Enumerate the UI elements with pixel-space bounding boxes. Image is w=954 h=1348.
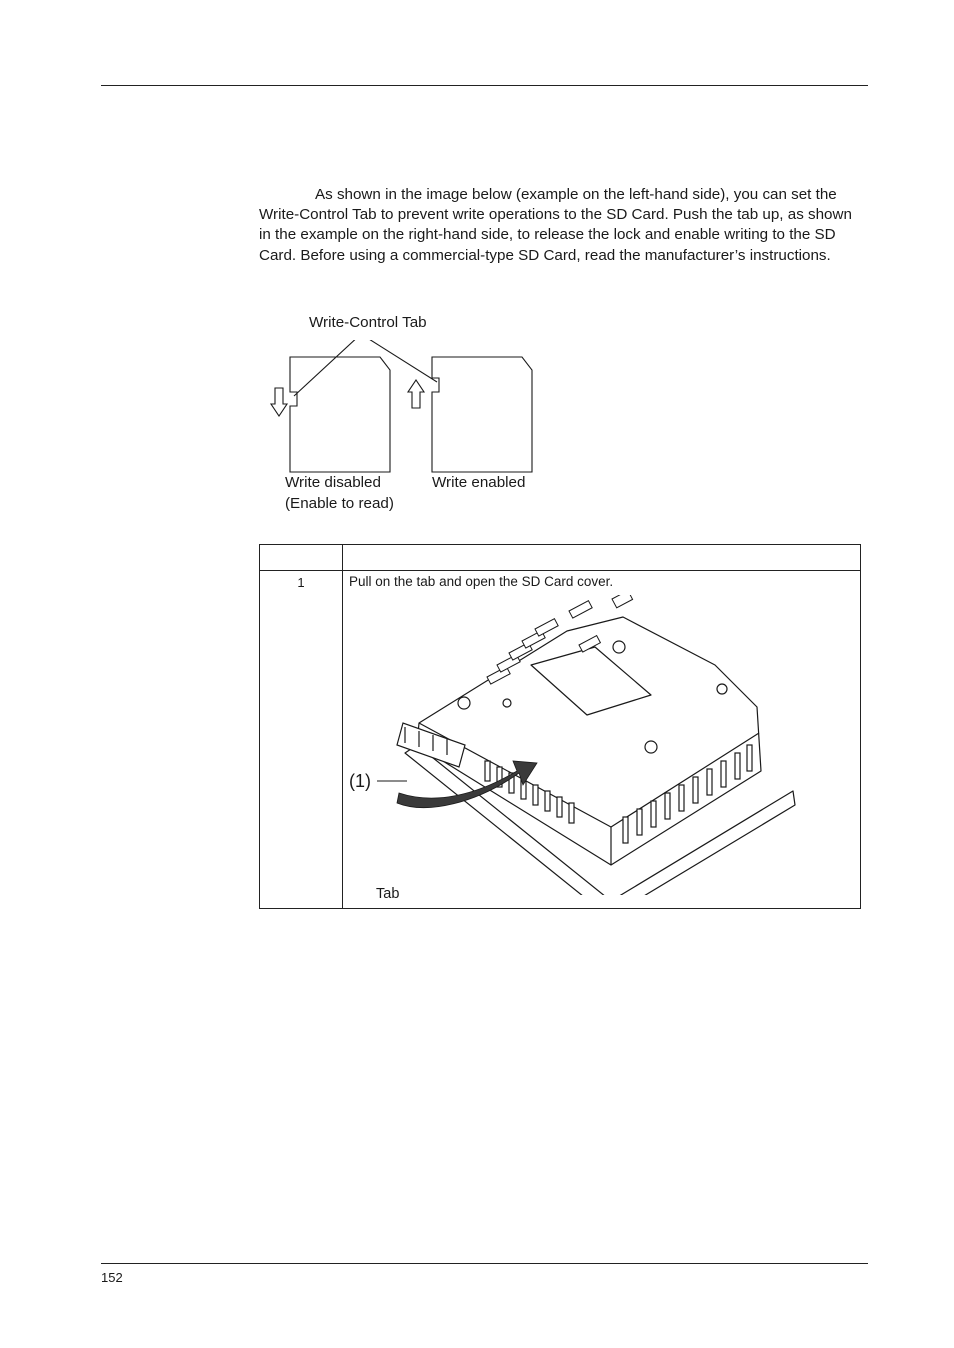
hole-4 <box>717 684 727 694</box>
leader-line-right <box>361 340 437 382</box>
sd-card-figure <box>260 340 560 490</box>
intro-paragraph <box>259 185 867 266</box>
step-action-cell <box>343 571 861 909</box>
table-row <box>260 571 861 909</box>
callout-marker: (1) <box>349 771 371 791</box>
arrow-down-icon <box>271 388 287 416</box>
intro-text: As shown in the image below (example on the left-hand side), you can set the Write-Control Tab to prevent write operations to the SD Card. Push the tab up, as shown in the example on the right-hand side, to release the lock and enable writing to the SD Card. Before using a commercial-type SD Card, read the manufacturer’s instructions. <box>259 186 852 264</box>
enable-to-read-label: (Enable to read) <box>285 495 394 512</box>
callout-tab-label: Tab <box>376 886 400 902</box>
leader-line-left <box>294 340 361 396</box>
device-illustration <box>347 595 797 895</box>
hole-3 <box>645 741 657 753</box>
header-step <box>260 545 343 571</box>
steps-table <box>259 544 861 909</box>
header-action <box>343 545 861 571</box>
table-header-row <box>260 545 861 571</box>
write-disabled-label: Write disabled <box>285 474 381 491</box>
write-enabled-label: Write enabled <box>432 474 526 491</box>
hole-1 <box>458 697 470 709</box>
step-number: 1 <box>260 571 343 909</box>
footer-rule <box>101 1263 868 1264</box>
header-rule <box>101 85 868 86</box>
write-control-tab-label: Write-Control Tab <box>309 314 427 331</box>
sd-card-left <box>290 357 390 472</box>
step-action-text: Pull on the tab and open the SD Card cover. <box>349 574 614 589</box>
hole-2 <box>613 641 625 653</box>
page-number: 152 <box>101 1270 123 1285</box>
sd-card-right <box>432 357 532 472</box>
arrow-up-icon <box>408 380 424 408</box>
hole-5 <box>503 699 511 707</box>
